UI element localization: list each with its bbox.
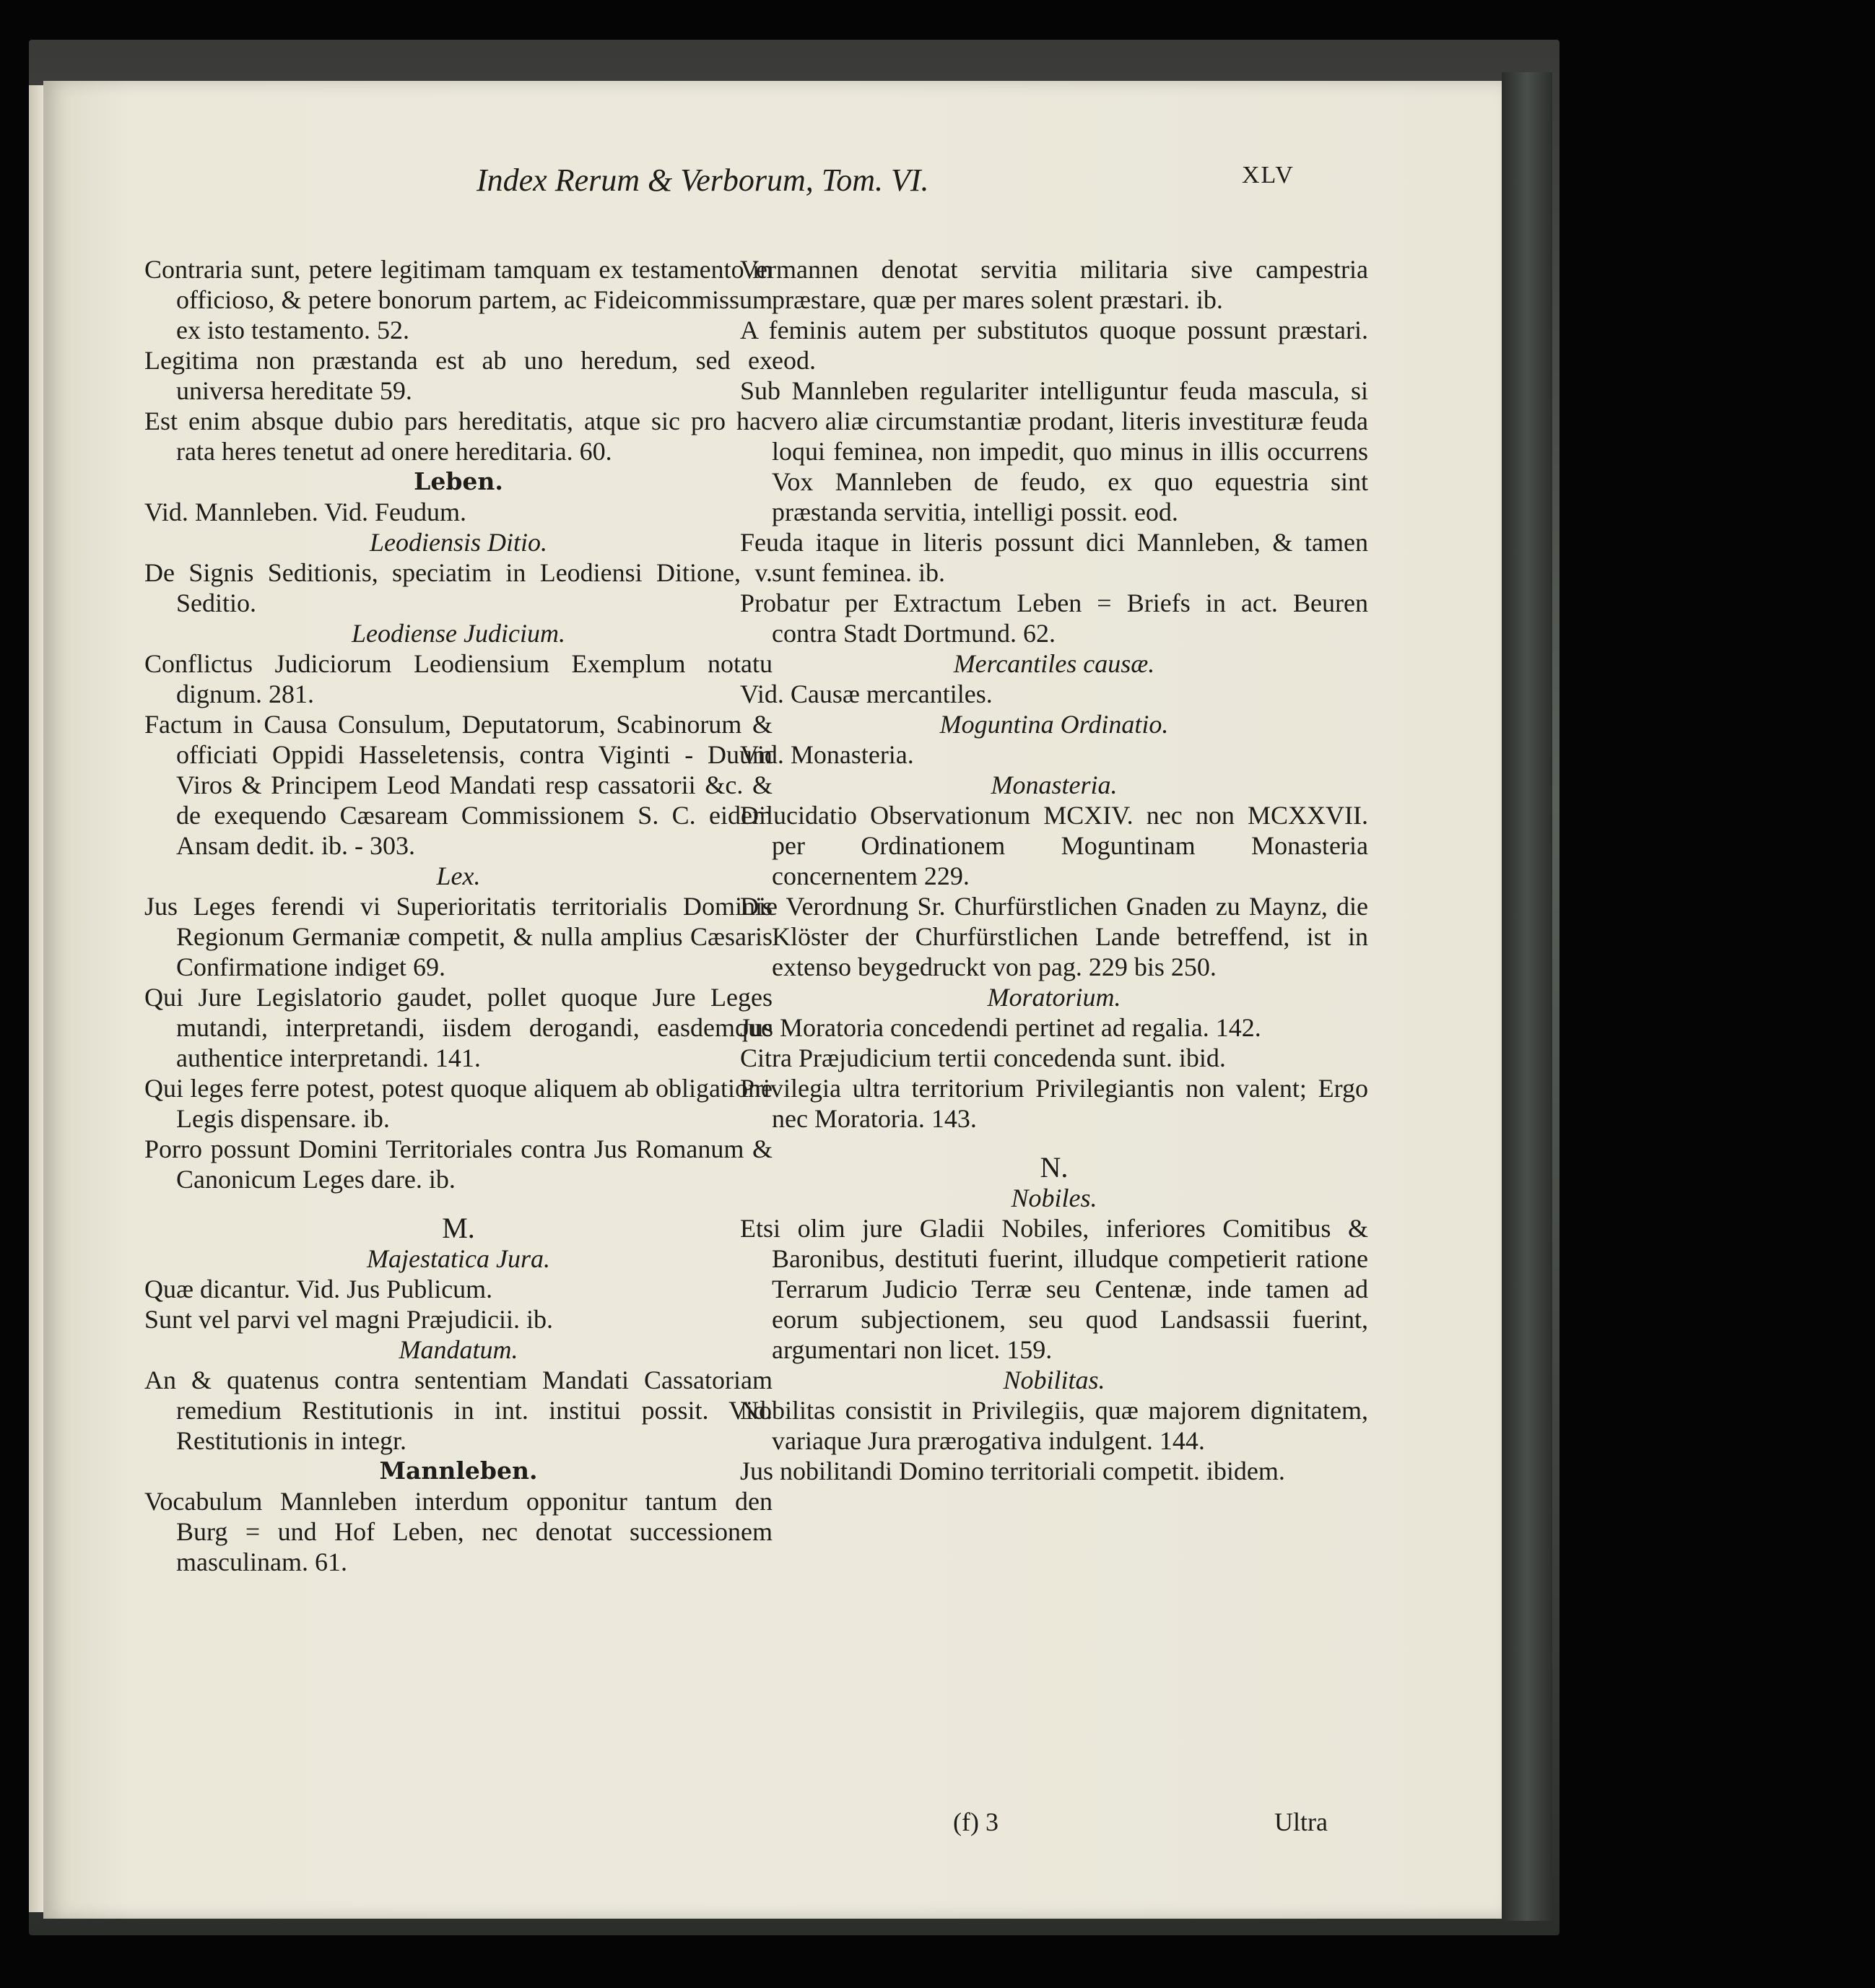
index-entry: Sunt vel parvi vel magni Præjudicii. ib. [144,1305,553,1334]
book-cover-right [1502,72,1552,1921]
index-heading: Leodiensis Ditio. [369,528,547,557]
index-entry: Vid. Mannleben. Vid. Feudum. [144,498,466,526]
index-entry: Est enim absque dubio pars hereditatis, atque sic pro hac rata heres tenetut ad onere hereditaria. 60. [144,407,773,466]
index-entry: Privilegia ultra territorium Privilegiantis non valent; Ergo nec Moratoria. 143. [740,1074,1368,1133]
book-page [43,81,1502,1919]
index-entry: De Signis Seditionis, speciatim in Leodiensi Ditione, v. Seditio. [144,558,773,617]
index-entry: Sub Mannleben regulariter intelliguntur feuda mascula, si vero aliæ circumstantiæ prodant, literis investituræ feuda loqui feminea, non impedit, quo minus in illis occurrens Vox Mannleben de feudo, ex quo equestria sint præstanda servitia, intelligi possit. eod. [740,376,1368,526]
index-entry: Jus Moratoria concedendi pertinet ad regalia. 142. [740,1013,1261,1042]
index-entry: Porro possunt Domini Territoriales contra Jus Romanum & Canonicum Leges dare. ib. [144,1134,773,1194]
index-entry: Quæ dicantur. Vid. Jus Publicum. [144,1275,493,1303]
index-entry: Legitima non præstanda est ab uno heredum, sed ex universa hereditate 59. [144,346,773,405]
index-entry: Conflictus Judiciorum Leodiensium Exemplum notatu dignum. 281. [144,649,773,708]
index-entry: Factum in Causa Consulum, Deputatorum, Scabinorum & officiati Oppidi Hasseletensis, contra Viginti - Duum Viros & Principem Leod Mandati resp cassatorii &c. & de exequendo Cæsaream Commissionem S. C. eidem Ansam dedit. ib. - 303. [144,710,773,860]
index-heading: Leodiense Judicium. [352,619,565,648]
index-entry: A feminis autem per substitutos quoque possunt præstari. eod. [740,316,1368,375]
catchword: Ultra [1274,1807,1328,1836]
index-entry: Etsi olim jure Gladii Nobiles, inferiores Comitibus & Baronibus, destituti fuerint, illudque competierit ratione Terrarum Judicio Terræ seu Centenæ, inde tamen ad eorum subjectionem, seu quod Landsassii fuerint, argumentari non licet. 159. [740,1214,1368,1364]
index-entry: Citra Præjudicium tertii concedenda sunt. ibid. [740,1043,1226,1072]
index-heading: Leben. [414,467,503,495]
index-heading: Nobilitas. [1003,1366,1105,1394]
index-heading: Mercantiles causæ. [953,649,1155,678]
index-entry: Qui Jure Legislatorio gaudet, pollet quoque Jure Leges mutandi, interpretandi, iisdem derogandi, easdemque authentice interpretandi. 141. [144,983,773,1072]
index-heading: Moguntina Ordinatio. [939,710,1169,739]
index-heading: Nobiles. [1011,1184,1097,1212]
section-letter: N. [1040,1151,1069,1184]
index-entry: Vocabulum Mannleben interdum opponitur tantum den Burg = und Hof Leben, nec denotat successionem masculinam. 61. [144,1487,773,1576]
index-entry: An & quatenus contra sententiam Mandati Cassatoriam remedium Restitutionis in int. institui possit. Vid. Restitutionis in integr. [144,1366,773,1455]
index-heading: Mandatum. [399,1335,518,1364]
index-entry: Contraria sunt, petere legitimam tamquam ex testamento in officioso, & petere bonorum partem, ac Fideicommissum ex isto testamento. 52. [144,255,773,344]
signature-mark: (f) 3 [953,1807,999,1836]
index-heading: Monasteria. [991,771,1118,799]
index-entry: Jus Leges ferendi vi Superioritatis territorialis Dominis Regionum Germaniæ competit, & nulla amplius Cæsaris Confirmatione indiget 69. [144,892,773,981]
index-entry: Dilucidatio Observationum MCXIV. nec non MCXXVII. per Ordinationem Moguntinam Monasteria concernentem 229. [740,801,1368,890]
right-column [740,254,1368,1486]
index-entry: Nobilitas consistit in Privilegiis, quæ majorem dignitatem, variaque Jura prærogativa indulgent. 144. [740,1396,1368,1455]
index-entry: Vermannen denotat servitia militaria sive campestria præstare, quæ per mares solent præstari. ib. [740,255,1368,314]
index-entry: Die Verordnung Sr. Churfürstlichen Gnaden zu Maynz, die Klöster der Churfürstlichen Lande betreffend, ist in extenso beygedruckt von pag. 229 bis 250. [740,892,1368,981]
left-column [144,254,773,1577]
index-entry: Feuda itaque in literis possunt dici Mannleben, & tamen sunt feminea. ib. [740,528,1368,587]
index-entry: Jus nobilitandi Domino territoriali competit. ibidem. [740,1457,1285,1485]
index-entry: Vid. Monasteria. [740,740,914,769]
running-header-title: Index Rerum & Verborum, Tom. VI. [477,162,929,198]
index-entry: Qui leges ferre potest, potest quoque aliquem ab obligatione Legis dispensare. ib. [144,1074,773,1133]
previous-page-edge [29,85,45,1912]
index-heading: Moratorium. [987,983,1121,1012]
index-heading: Majestatica Jura. [367,1244,550,1273]
section-letter: M. [442,1212,475,1244]
index-heading: Lex. [436,861,481,890]
index-entry: Probatur per Extractum Leben = Briefs in act. Beuren contra Stadt Dortmund. 62. [740,589,1368,648]
page-number: XLV [1242,162,1295,188]
index-heading: Mannleben. [379,1457,538,1485]
index-entry: Vid. Causæ mercantiles. [740,680,993,708]
